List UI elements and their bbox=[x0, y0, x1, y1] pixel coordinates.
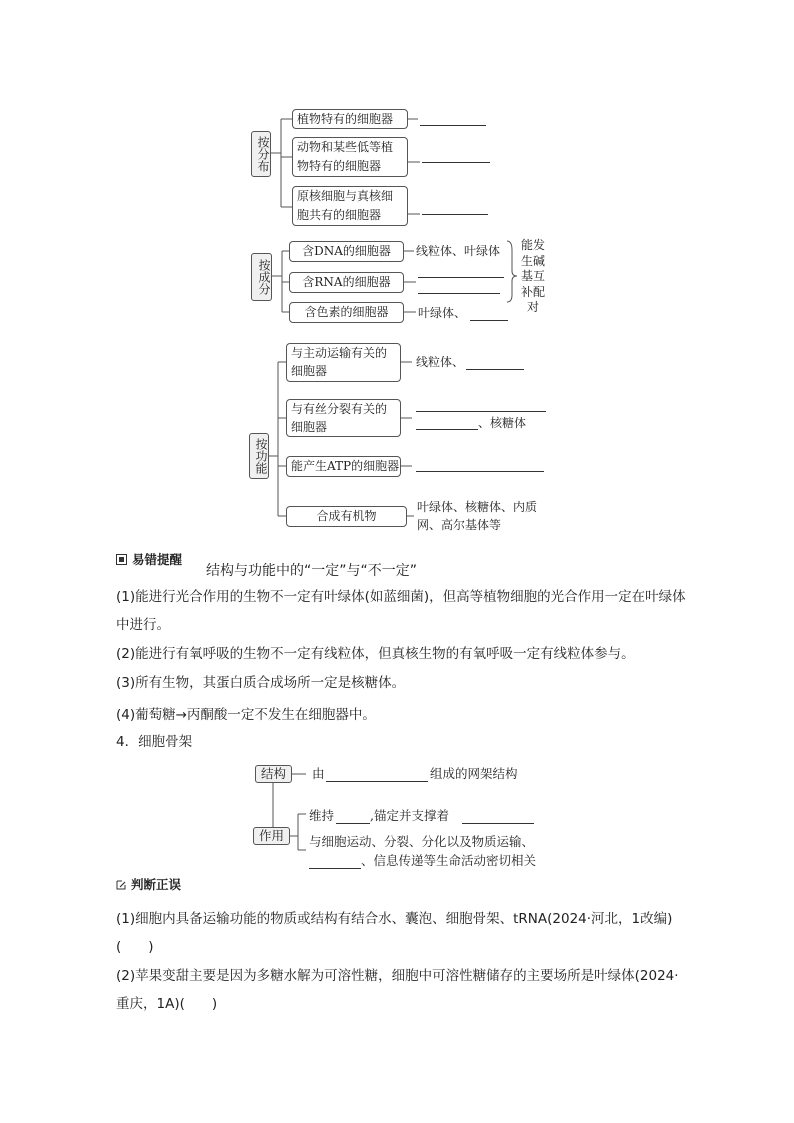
answer-mitosis: 、核糖体 bbox=[478, 416, 527, 430]
bracket-note-base-pairing: 能发生碱基互补配对 bbox=[520, 238, 545, 314]
category-synthesis: 合成有机物 bbox=[286, 506, 407, 527]
answer-pigment: 叶绿体、 bbox=[418, 306, 467, 320]
answer-blank bbox=[326, 781, 428, 782]
tips-heading-text: 易错提醒 bbox=[132, 552, 183, 567]
group-label-composition: 按成分 bbox=[251, 253, 272, 301]
group-label-function: 按功能 bbox=[249, 433, 269, 479]
tips-heading bbox=[116, 552, 182, 568]
section-title: 4．细胞骨架 bbox=[116, 734, 193, 750]
label-structure: 结构 bbox=[255, 765, 292, 783]
answer-blank bbox=[416, 471, 544, 472]
answer-blank bbox=[309, 868, 361, 869]
category-animal-specific: 动物和某些低等植物特有的细胞器 bbox=[292, 137, 408, 177]
function-line3: 、信息传递等生命活动密切相关 bbox=[361, 853, 537, 868]
judge-heading bbox=[116, 877, 181, 893]
answer-blank bbox=[466, 369, 524, 370]
answer-blank bbox=[462, 823, 534, 824]
judge-item: (1)细胞内具备运输功能的物质或结构有结合水、囊泡、细胞骨架、tRNA(2024·河北，1改编)( ) bbox=[116, 911, 673, 955]
category-atp: 能产生ATP的细胞器 bbox=[286, 456, 401, 477]
structure-suffix: 组成的网架结构 bbox=[430, 766, 518, 781]
structure-prefix: 由 bbox=[312, 766, 325, 781]
answer-blank bbox=[416, 411, 546, 412]
answer-blank bbox=[420, 125, 486, 126]
category-contains-dna: 含DNA的细胞器 bbox=[289, 241, 404, 262]
answer-synthesis: 叶绿体、核糖体、内质网、高尔基体等 bbox=[417, 500, 538, 532]
answer-blank bbox=[336, 823, 370, 824]
tips-subtitle: 结构与功能中的“一定”与“不一定” bbox=[206, 563, 418, 579]
answer-blank bbox=[418, 277, 504, 278]
label-function: 作用 bbox=[253, 827, 290, 845]
function-line1-prefix: 维持 bbox=[309, 808, 335, 823]
answer-blank bbox=[418, 293, 500, 294]
judge-heading-text: 判断正误 bbox=[131, 877, 182, 892]
judge-item: (2)苹果变甜主要是因为多糖水解为可溶性糖，细胞中可溶性糖储存的主要场所是叶绿体(2024·重庆，1A)( ) bbox=[116, 968, 679, 1012]
category-contains-rna: 含RNA的细胞器 bbox=[289, 272, 404, 293]
answer-blank bbox=[470, 320, 508, 321]
category-contains-pigment: 含色素的细胞器 bbox=[289, 302, 404, 323]
category-mitosis: 与有丝分裂有关的细胞器 bbox=[286, 399, 401, 437]
category-active-transport: 与主动运输有关的细胞器 bbox=[286, 343, 401, 382]
answer-blank bbox=[422, 214, 488, 215]
tip-item: (3)所有生物，其蛋白质合成场所一定是核糖体。 bbox=[116, 675, 406, 691]
group-label-distribution: 按分布 bbox=[251, 131, 271, 177]
answer-dna: 线粒体、叶绿体 bbox=[416, 244, 501, 258]
tip-item: (4)葡萄糖→丙酮酸一定不发生在细胞器中。 bbox=[116, 707, 376, 723]
tip-item: (1)能进行光合作用的生物不一定有叶绿体(如蓝细菌)，但高等植物细胞的光合作用一定在叶绿体中进行。 bbox=[116, 589, 686, 633]
function-line2: 与细胞运动、分裂、分化以及物质运输、 bbox=[309, 834, 535, 849]
category-shared-prokaryote-eukaryote: 原核细胞与真核细胞共有的细胞器 bbox=[292, 186, 408, 226]
category-plant-specific: 植物特有的细胞器 bbox=[292, 109, 408, 129]
answer-blank bbox=[416, 429, 478, 430]
tip-item: (2)能进行有氧呼吸的生物不一定有线粒体，但真核生物的有氧呼吸一定有线粒体参与。 bbox=[116, 646, 635, 662]
pencil-icon bbox=[116, 878, 126, 888]
tips-icon bbox=[116, 554, 127, 565]
answer-blank bbox=[422, 162, 490, 163]
function-line1-mid: ,锚定并支撑着 bbox=[370, 808, 449, 823]
answer-active-transport: 线粒体、 bbox=[416, 355, 465, 369]
